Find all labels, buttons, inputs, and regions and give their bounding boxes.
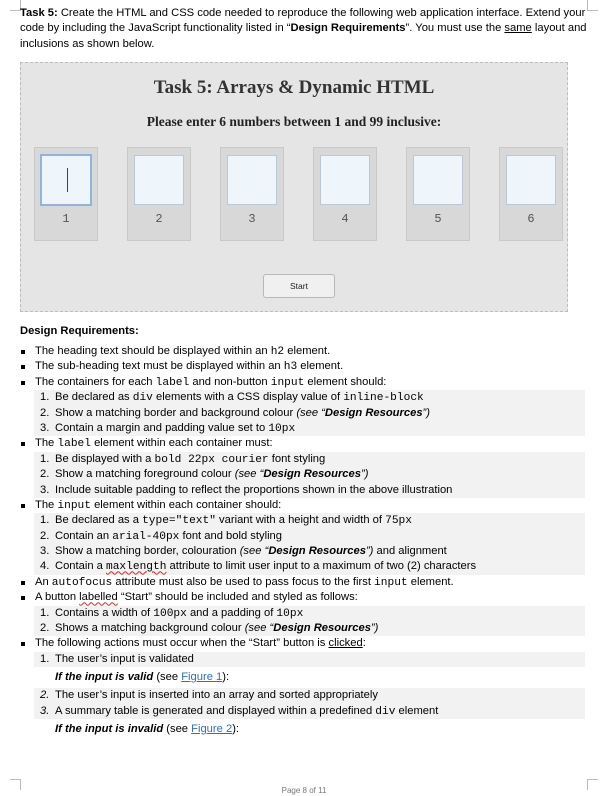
list-item: The heading text should be displayed within an h2 element. — [20, 344, 585, 359]
list-item: 3. Contain a margin and padding value set to 10px — [34, 421, 585, 436]
number-label: 6 — [527, 212, 535, 226]
number-label: 5 — [434, 212, 442, 226]
number-input[interactable] — [40, 154, 92, 206]
list-item: 1. Contains a width of 100px and a padding of 10px — [34, 606, 585, 621]
requirements-list — [20, 344, 585, 740]
number-container — [313, 147, 377, 241]
number-label: 4 — [341, 212, 349, 226]
list-item: If the input is invalid (see Figure 2): — [55, 722, 240, 735]
number-label: 3 — [248, 212, 256, 226]
number-input[interactable] — [413, 155, 463, 205]
number-container — [499, 147, 563, 241]
number-container — [127, 147, 191, 241]
list-item: 2. The user’s input is inserted into an array and sorted appropriately — [34, 688, 585, 703]
design-requirements-ref: Design Requirements — [290, 22, 406, 35]
number-container — [220, 147, 284, 241]
list-item: 2. Show a matching foreground colour (see “Design Resources”) — [34, 467, 585, 482]
list-item: 3. A summary table is generated and displayed within a predefined div element — [34, 704, 585, 719]
list-item: The input element within each container should: — [20, 498, 585, 513]
task-label: Task 5: — [20, 7, 58, 19]
app-illustration — [20, 62, 568, 312]
requirements-title: Design Requirements: — [20, 325, 139, 337]
figure-1-link[interactable]: Figure 1 — [181, 671, 223, 684]
number-input[interactable] — [227, 155, 277, 205]
list-item: 3. Include suitable padding to reflect the proportions shown in the above illustration — [34, 483, 585, 498]
list-item: The label element within each container must: — [20, 436, 585, 451]
list-item: 2. Shows a matching background colour (see “Design Resources”) — [34, 621, 585, 636]
list-item: The containers for each label and non-button input element should: — [20, 375, 585, 390]
list-item: 2. Show a matching border and background colour (see “Design Resources”) — [34, 406, 585, 421]
number-label: 2 — [155, 212, 163, 226]
list-item: 3. Show a matching border, colouration (see “Design Resources”) and alignment — [34, 544, 585, 559]
app-heading: Task 5: Arrays & Dynamic HTML — [153, 77, 435, 98]
list-item: 1. Be declared as div elements with a CSS display value of inline-block — [34, 390, 585, 405]
page-number: Page 8 of 11 — [281, 786, 327, 795]
text-cursor — [67, 168, 68, 192]
list-item: 2. Contain an arial-40px font and bold styling — [34, 529, 585, 544]
start-button[interactable]: Start — [263, 274, 335, 298]
list-item: A button labelled “Start” should be included and styled as follows: — [20, 590, 585, 605]
list-item: 1. The user’s input is validated — [34, 652, 585, 667]
number-container — [34, 147, 98, 241]
number-input[interactable] — [320, 155, 370, 205]
app-subheading: Please enter 6 numbers between 1 and 99 inclusive: — [146, 114, 442, 129]
figure-2-link[interactable]: Figure 2 — [191, 722, 233, 735]
list-item: 1. Be displayed with a bold 22px courier font styling — [34, 452, 585, 467]
list-item: 4. Contain a maxlength attribute to limit user input to a maximum of two (2) characters — [34, 559, 585, 574]
number-input[interactable] — [134, 155, 184, 205]
task-intro: Task 5: Create the HTML and CSS code needed to reproduce the following web application interface. Extend your code by including the JavaScript functionality listed in “Design Requirements”. You must use the same layout and inclusions as shown below. — [20, 7, 587, 50]
list-item: An autofocus attribute must also be used to pass focus to the first input element. — [20, 575, 585, 590]
list-item: If the input is valid (see Figure 1): — [55, 671, 230, 684]
list-item: The sub-heading text must be displayed within an h3 element. — [20, 359, 585, 374]
number-label: 1 — [62, 212, 70, 226]
number-container — [406, 147, 470, 241]
list-item: 1. Be declared as a type="text" variant with a height and width of 75px — [34, 513, 585, 528]
list-item: The following actions must occur when the “Start” button is clicked: — [20, 636, 585, 651]
number-input[interactable] — [506, 155, 556, 205]
